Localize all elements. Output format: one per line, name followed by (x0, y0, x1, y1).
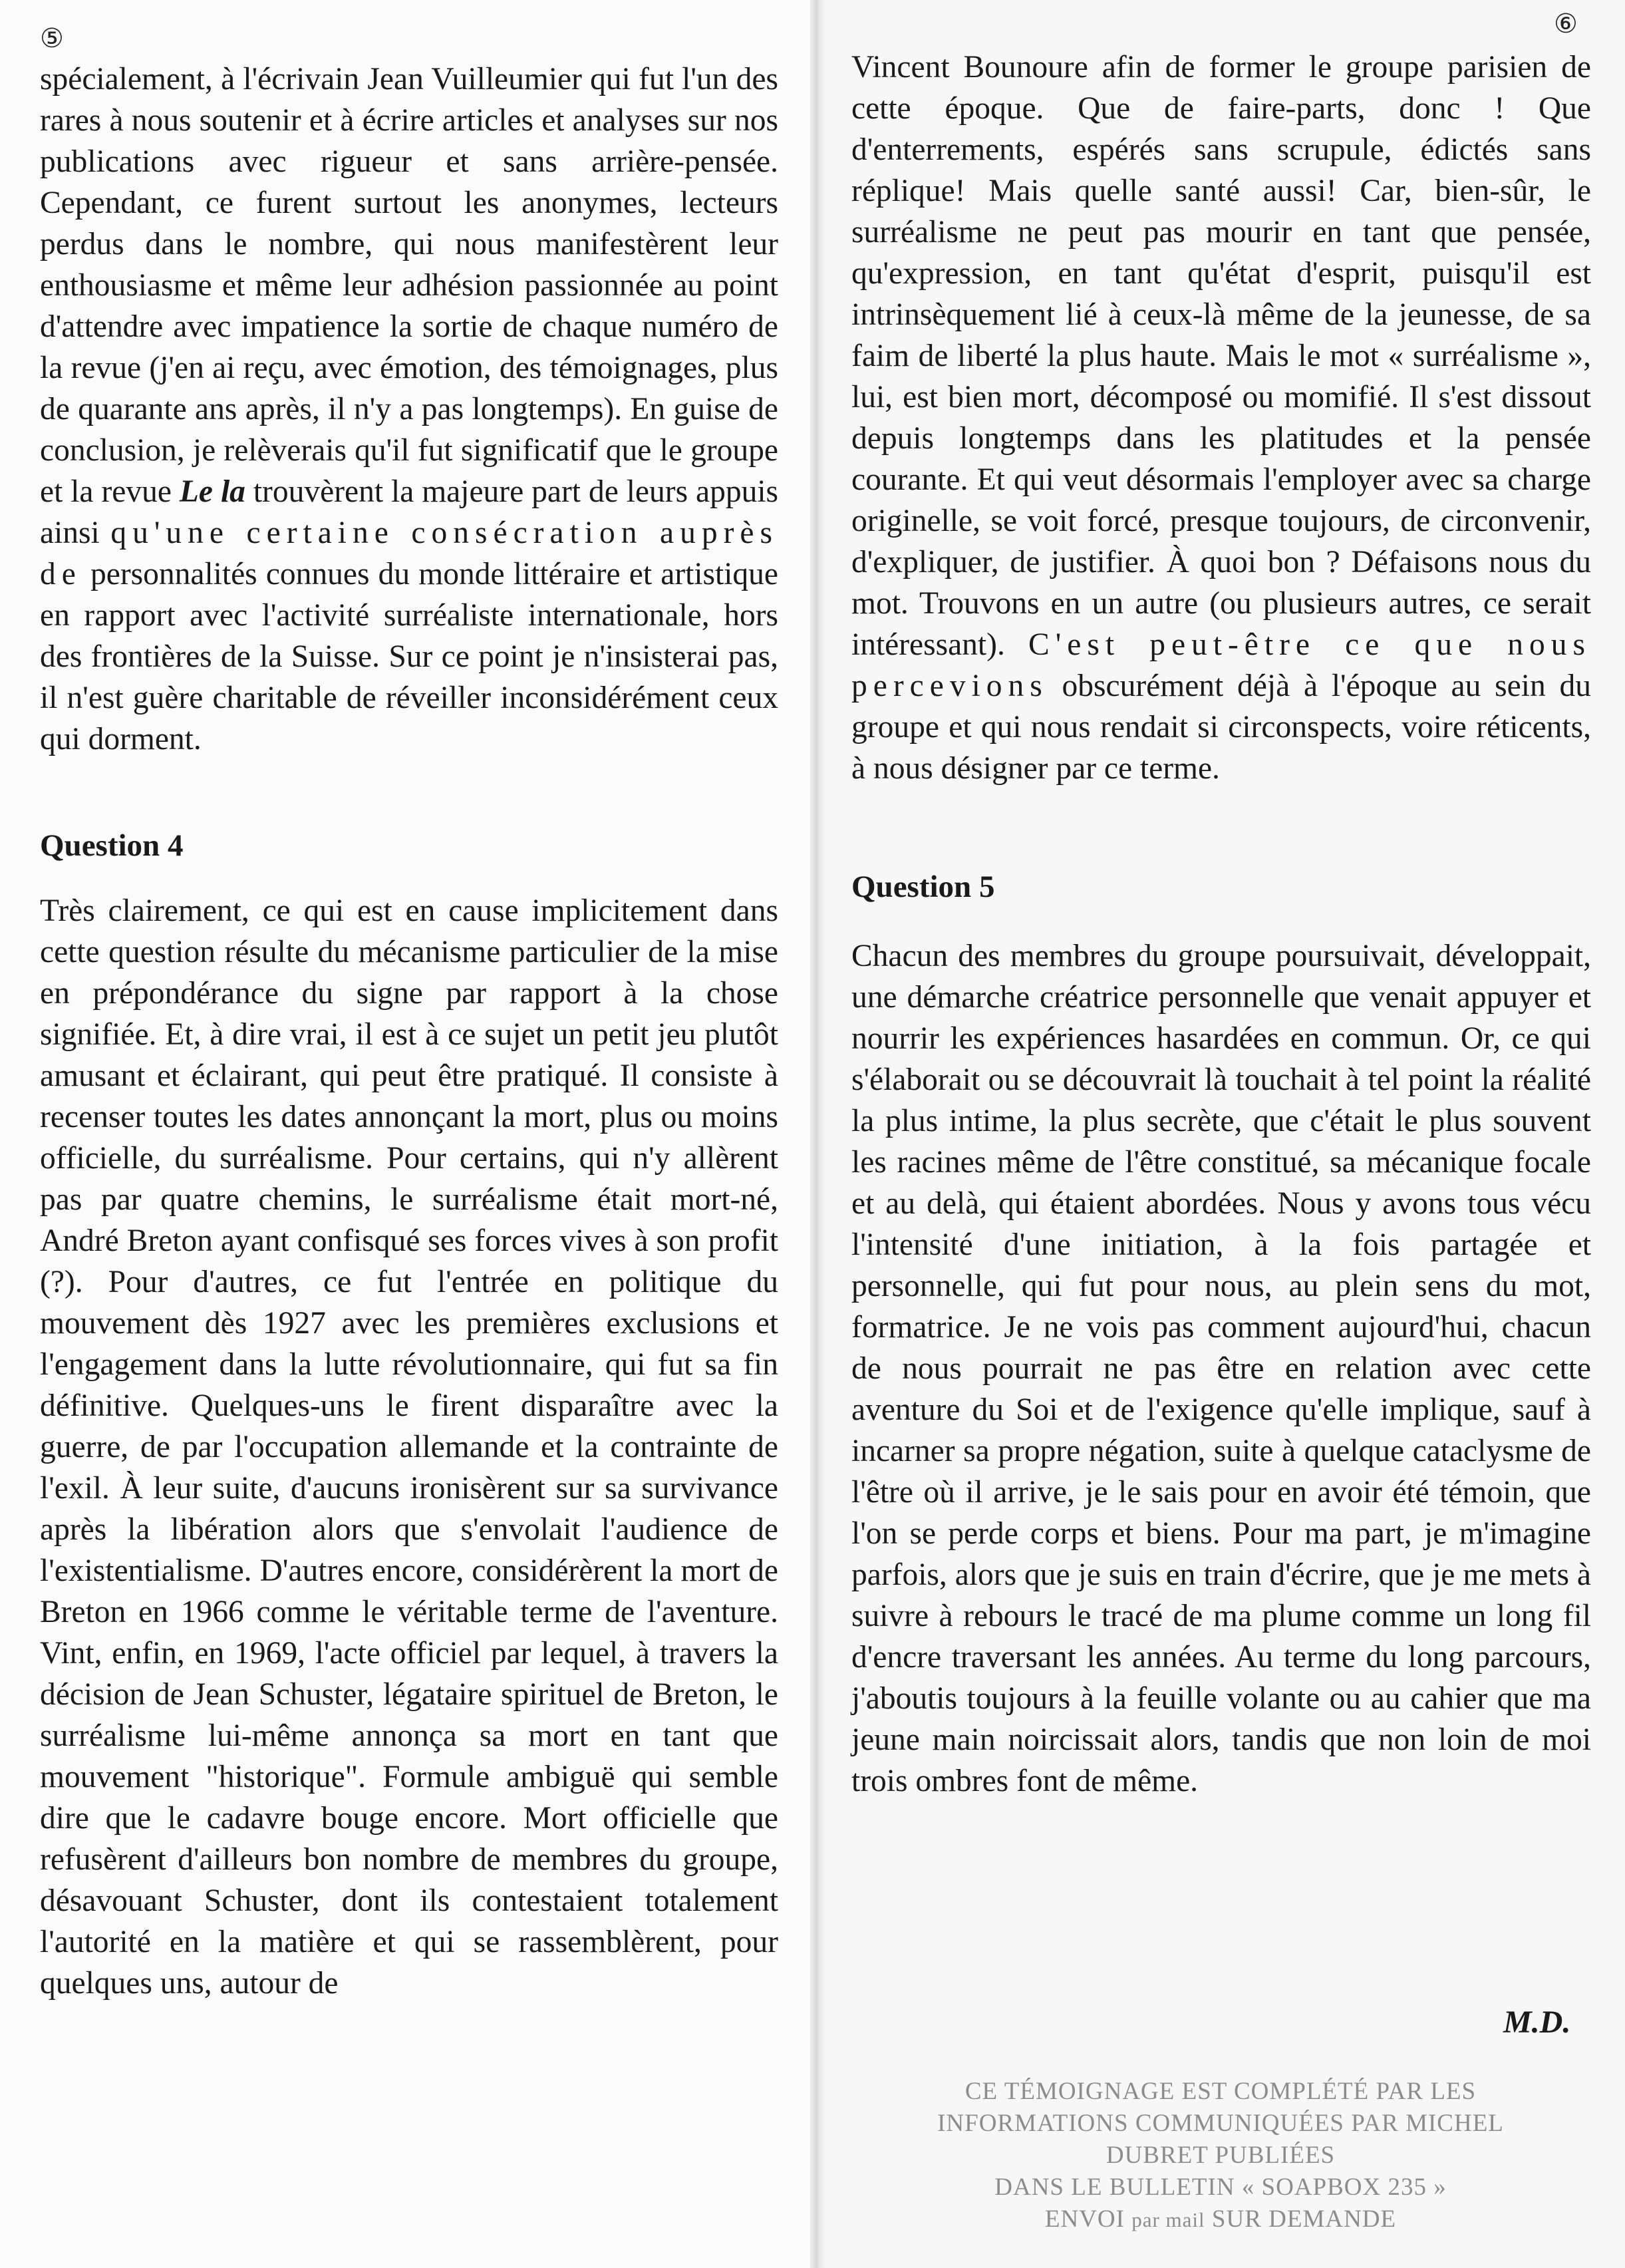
footnote-line-1: CE TÉMOIGNAGE EST COMPLÉTÉ PAR LES (964, 2078, 1477, 2105)
question-4-heading: Question 4 (40, 828, 184, 863)
footnote-line-3: DUBRET PUBLIÉES (1106, 2142, 1336, 2169)
left-paragraph-1-spaced: qu'une certaine consécration auprès de (40, 516, 779, 591)
footnote-sur-demande: SUR DEMANDE (1211, 2205, 1397, 2233)
left-paragraph-1-text: spécialement, à l'écrivain Jean Vuilleumier qui fut l'un des rares à nous soutenir et à écrire articles et analyses sur nos publications avec rigueur et sans arrière-pensée. Cependant, ce furent surtout les anonymes, lecteurs perdus dans le nombre, qui nous manifestèrent leur enthousiasme et même leur adhésion passionnée au point d'attendre avec impatience la sortie de chaque numéro de la revue (j'en ai reçu, avec émotion, des témoignages, plus de quarante ans après, il n'y a pas longtemps). En guise de conclusion, je relèverais qu'il fut significatif que le groupe et la revue (40, 62, 778, 509)
footnote-par-mail: par mail (1131, 2208, 1205, 2231)
revue-title: Le la (179, 474, 245, 509)
left-page-number: ⑤ (40, 23, 64, 53)
right-paragraph-1-cont: obscurément déjà à l'époque au sein du groupe et qui nous rendait si circonspects, voire réticents, à nous désigner par ce terme. (851, 669, 1591, 786)
footnote-envoi: ENVOI (1044, 2205, 1125, 2233)
left-paragraph-1-cont-a: trouvèrent la majeure part de leurs appuis ainsi (40, 474, 779, 550)
question-5-paragraph: Chacun des membres du groupe poursuivait, développait, une démarche créatrice personnelle que venait appuyer et nourrir les expériences hasardées en commun. Or, ce qui s'élaborait ou se découvrait là touchait à tel point la réalité la plus intime, la plus secrète, que c'était le plus souvent les racines même de l'être constitué, sa mécanique focale et au delà, qui étaient abordées. Nous y avons tous vécu l'intensité d'une initiation, à la fois partagée et personnelle, qui fut pour nous, au plein sens du mot, formatrice. Je ne vois pas comment aujourd'hui, chacun de nous pourrait ne pas être en relation avec cette aventure du Soi et de l'exigence qu'elle implique, sauf à incarner sa propre négation, suite à quelque cataclysme de l'être où il arrive, je le sais pour en avoir été témoin, que l'on se perde corps et biens. Pour ma part, je m'imagine parfois, alors que je suis en train d'écrire, que je me mets à suivre à rebours le tracé de ma plume comme un long fil d'encre traversant les années. Au terme du long parcours, j'aboutis toujours à la feuille volante ou au cahier que ma jeune main noircissait alors, tandis que non loin de moi trois ombres font de même. (851, 939, 1591, 1798)
right-page-number: ⑥ (1554, 9, 1578, 39)
right-column (851, 47, 1591, 1802)
right-paragraph-1-spaced: C'est peut-être ce que nous percevions (851, 627, 1591, 703)
footnote-line-5 (885, 2203, 1556, 2236)
question-5-heading: Question 5 (851, 870, 995, 904)
footnote (885, 2076, 1556, 2236)
right-paragraph-1 (851, 47, 1591, 789)
left-column (40, 59, 778, 2004)
question-4-paragraph: Très clairement, ce qui est en cause implicitement dans cette question résulte du mécanisme particulier de la mise en prépondérance du signe par rapport à la chose signifiée. Et, à dire vrai, il est à ce sujet un petit jeu plutôt amusant et éclairant, qui peut être pratiqué. Il consiste à recenser toutes les dates annonçant la mort, plus ou moins officielle, du surréalisme. Pour certains, qui n'y allèrent pas par quatre chemins, le surréalisme était mort-né, André Breton ayant confisqué ses forces vives à son profit (?). Pour d'autres, ce fut l'entrée en politique du mouvement dès 1927 avec les premières exclusions et l'engagement dans la lutte révolutionnaire, qui fut sa fin définitive. Quelques-uns le firent disparaître avec la guerre, de par l'occupation allemande et la contrainte de l'exil. À leur suite, d'aucuns ironisèrent sur sa survivance après la libération alors que s'envolait l'audience de l'existentialisme. D'autres encore, considérèrent la mort de Breton en 1966 comme le véritable terme de l'aventure. Vint, enfin, en 1969, l'acte officiel par lequel, à travers la décision de Jean Schuster, légataire spirituel de Breton, le surréalisme lui-même annonça sa mort en tant que mouvement "historique". Formule ambiguë qui semble dire que le cadavre bouge encore. Mort officielle que refusèrent d'ailleurs bon nombre de membres du groupe, désavouant Schuster, dont ils contestaient totalement l'autorité en la matière et qui se rassemblèrent, pour quelques uns, autour de (40, 893, 778, 2001)
left-paragraph-1-cont-b: personnalités connues du monde littéraire et artistique en rapport avec l'activité surréaliste internationale, hors des frontières de la Suisse. Sur ce point je n'insisterai pas, il n'est guère charitable de réveiller inconsidérément ceux qui dorment. (40, 557, 778, 756)
signature-initials: M.D. (1503, 2005, 1571, 2040)
right-paragraph-1-text: Vincent Bounoure afin de former le groupe parisien de cette époque. Que de faire-parts, donc ! Que d'enterrements, espérés sans scrupule, édictés sans réplique! Mais quelle santé aussi! Car, bien-sûr, le surréalisme ne peut pas mourir en tant que pensée, qu'expression, en tant qu'état d'esprit, puisqu'il est intrinsèquement lié à ceux-là même de la jeunesse, de sa faim de liberté la plus haute. Mais le mot « surréalisme », lui, est bien mort, décomposé ou momifié. Il s'est dissout depuis longtemps dans les platitudes et la pensée courante. Et qui veut désormais l'employer avec sa charge originelle, se voit forcé, presque toujours, de circonvenir, d'expliquer, de justifier. À quoi bon ? Défaisons nous du mot. Trouvons en un autre (ou plusieurs autres, ce serait intéressant). (851, 50, 1591, 662)
footnote-line-4: DANS LE BULLETIN « SOAPBOX 235 » (994, 2174, 1447, 2201)
left-paragraph-1 (40, 59, 778, 760)
footnote-line-2: INFORMATIONS COMMUNIQUÉES PAR MICHEL (937, 2110, 1504, 2137)
book-gutter (810, 0, 825, 2268)
